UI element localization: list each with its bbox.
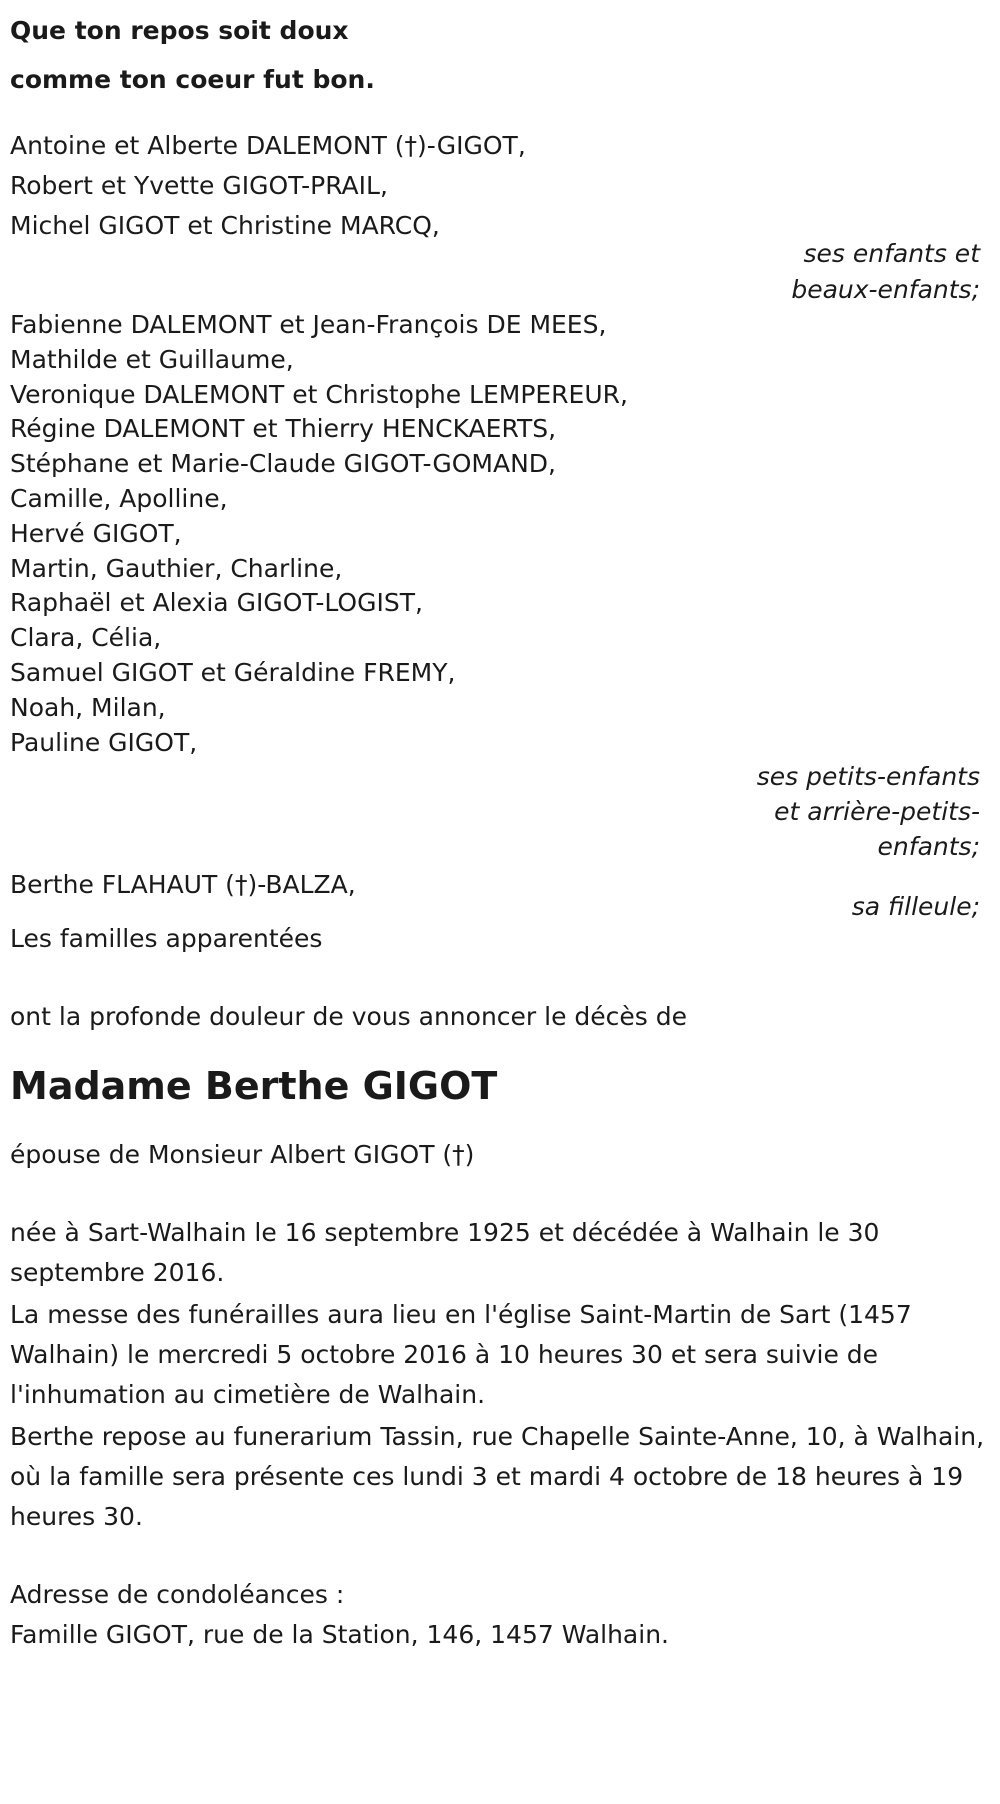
grandchild-name: Raphaël et Alexia GIGOT-LOGIST,	[10, 588, 423, 618]
grandchildren-group	[10, 308, 990, 865]
grandchild-name: Régine DALEMONT et Thierry HENCKAERTS,	[10, 414, 557, 444]
child-name: Antoine et Alberte DALEMONT (†)-GIGOT,	[10, 131, 526, 160]
child-name: Michel GIGOT et Christine MARCQ,	[10, 211, 440, 240]
grandchildren-relation: ses petits-enfants et arrière-petits- enfants;	[756, 762, 980, 861]
grandchild-name: Hervé GIGOT,	[10, 518, 182, 548]
announcement-line: ont la profonde douleur de vous annoncer le décès de	[10, 1001, 688, 1031]
children-relation: ses enfants et beaux-enfants;	[791, 239, 980, 304]
children-group	[10, 126, 990, 308]
spouse-line: épouse de Monsieur Albert GIGOT (†)	[10, 1139, 475, 1169]
grandchild-name: Camille, Apolline,	[10, 483, 228, 513]
grandchild-name: Martin, Gauthier, Charline,	[10, 553, 343, 583]
child-name: Robert et Yvette GIGOT-PRAIL,	[10, 171, 388, 200]
epitaph-line-1: Que ton repos soit doux	[10, 16, 349, 45]
grandchild-name: Samuel GIGOT et Géraldine FREMY,	[10, 657, 456, 687]
goddaughter-name: Berthe FLAHAUT (†)-BALZA,	[10, 869, 356, 899]
epitaph-line-2: comme ton coeur fut bon.	[10, 65, 375, 94]
grandchild-name: Noah, Milan,	[10, 692, 166, 722]
birth-death-paragraph: née à Sart-Walhain le 16 septembre 1925 et décédée à Walhain le 30 septembre 2016.	[10, 1217, 880, 1287]
families-line: Les familles apparentées	[10, 923, 323, 953]
grandchild-name: Veronique DALEMONT et Christophe LEMPEREUR,	[10, 379, 628, 409]
condolences-label: Adresse de condoléances :	[10, 1579, 345, 1609]
grandchild-name: Stéphane et Marie-Claude GIGOT-GOMAND,	[10, 449, 556, 479]
funeral-paragraph: La messe des funérailles aura lieu en l'église Saint-Martin de Sart (1457 Walhain) le mercredi 5 octobre 2016 à 10 heures 30 et sera suivie de l'inhumation au cimetière de Walhain.	[10, 1299, 912, 1409]
grandchild-name: Clara, Célia,	[10, 623, 162, 653]
epitaph	[10, 0, 990, 104]
deceased-name: Madame Berthe GIGOT	[10, 1063, 498, 1108]
grandchild-name: Mathilde et Guillaume,	[10, 344, 294, 374]
condolences-address: Famille GIGOT, rue de la Station, 146, 1457 Walhain.	[10, 1619, 669, 1649]
goddaughter-group	[10, 865, 990, 921]
grandchild-name: Pauline GIGOT,	[10, 727, 198, 757]
grandchild-name: Fabienne DALEMONT et Jean-François DE MEES,	[10, 310, 607, 339]
visitation-paragraph: Berthe repose au funerarium Tassin, rue Chapelle Sainte-Anne, 10, à Walhain, où la famille sera présente ces lundi 3 et mardi 4 octobre de 18 heures à 19 heures 30.	[10, 1421, 985, 1531]
goddaughter-relation: sa filleule;	[851, 891, 980, 921]
